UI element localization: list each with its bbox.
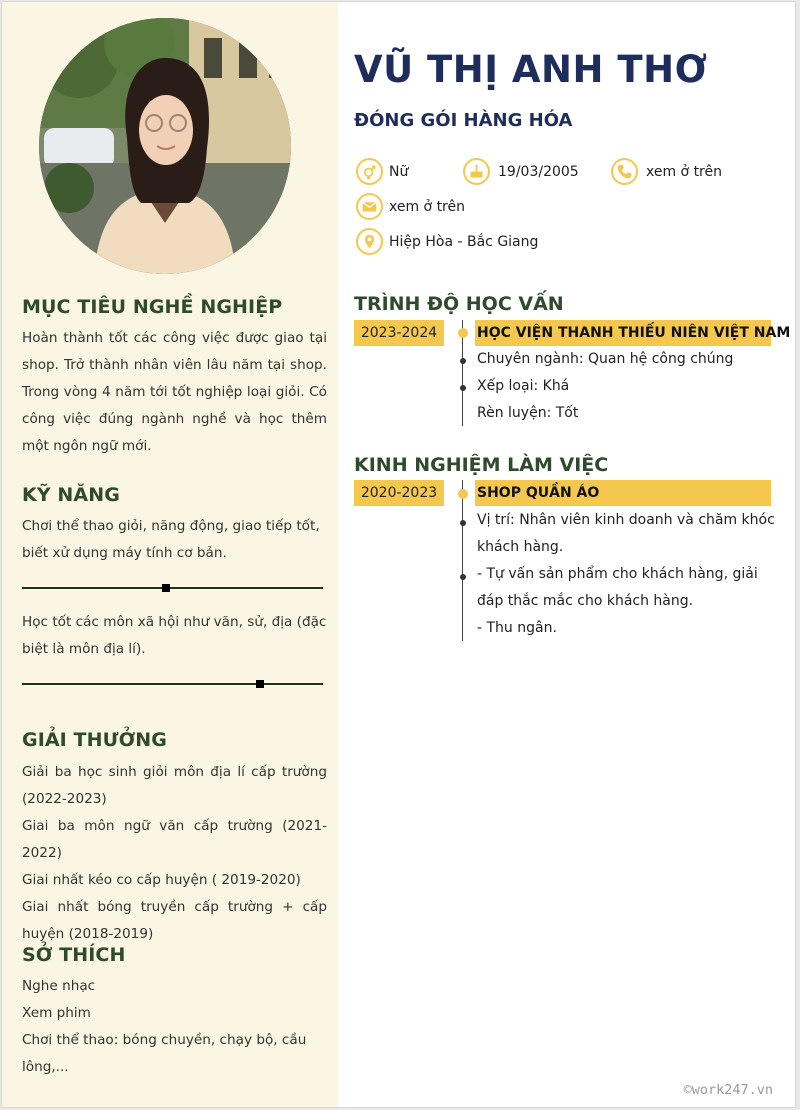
phone-value: xem ở trên: [646, 163, 722, 180]
skills-title: KỸ NĂNG: [22, 484, 120, 506]
experience-detail: - Thu ngân.: [477, 620, 557, 636]
experience-detail: Vị trí: Nhân viên kinh doanh và chăm khóc khách hàng.: [477, 512, 775, 555]
hobbies-list: [22, 973, 327, 1081]
birthday-value: 19/03/2005: [498, 163, 579, 180]
timeline-dot: [460, 574, 466, 580]
award-item: Giai nhất bóng truyền cấp trường + cấp huyện (2018-2019): [22, 899, 327, 942]
timeline-marker: [458, 489, 468, 499]
education-title: TRÌNH ĐỘ HỌC VẤN: [354, 293, 564, 315]
award-item: Giải ba học sinh giỏi môn địa lí cấp trường (2022-2023): [22, 764, 327, 807]
hobby-item: Xem phim: [22, 1005, 91, 1021]
address-value: Hiệp Hòa - Bắc Giang: [389, 233, 539, 250]
education-period: 2023-2024: [354, 320, 444, 346]
timeline-dot: [460, 520, 466, 526]
watermark: ©work247.vn: [683, 1082, 773, 1098]
cv-page: [1, 1, 796, 1108]
hobbies-title: SỞ THÍCH: [22, 944, 126, 966]
email-value: xem ở trên: [389, 198, 465, 215]
skill-text: Học tốt các môn xã hội như văn, sử, địa (đặc biệt là môn địa lí).: [22, 614, 327, 657]
skill-text: Chơi thể thao giỏi, năng động, giao tiếp tốt, biết xử dụng máy tính cơ bản.: [22, 518, 320, 561]
phone-icon: [611, 158, 638, 185]
award-item: Giai ba môn ngữ văn cấp trường (2021-2022): [22, 818, 327, 861]
education-details: [477, 346, 777, 427]
objective-title: MỤC TIÊU NGHỀ NGHIỆP: [22, 296, 283, 318]
info-gender: [356, 158, 408, 185]
location-icon: [356, 228, 383, 255]
info-email: [356, 193, 465, 220]
award-item: Giai nhất kéo co cấp huyện ( 2019-2020): [22, 872, 301, 888]
skill-level-bar: [22, 683, 323, 685]
candidate-name: VŨ THỊ ANH THƠ: [354, 48, 708, 91]
experience-details: [477, 507, 775, 642]
skill-level-knob: [256, 680, 264, 688]
info-phone: [611, 158, 722, 185]
info-birthday: [463, 158, 579, 185]
timeline-dot: [460, 358, 466, 364]
experience-period: 2020-2023: [354, 480, 444, 506]
main-column: [338, 2, 796, 1107]
experience-company: SHOP QUẦN ÁO: [475, 480, 771, 506]
birthday-cake-icon: [463, 158, 490, 185]
avatar-photo: [39, 18, 291, 274]
job-title: ĐÓNG GÓI HÀNG HÓA: [354, 110, 573, 131]
sidebar: [2, 2, 338, 1107]
education-detail: Xếp loại: Khá: [477, 378, 570, 394]
gender-icon: [356, 158, 383, 185]
awards-list: [22, 759, 327, 948]
hobby-item: Nghe nhạc: [22, 978, 96, 994]
skill-level-bar: [22, 587, 323, 589]
gender-value: Nữ: [389, 163, 409, 180]
avatar: [39, 18, 291, 274]
info-address: [356, 228, 538, 255]
email-icon: [356, 193, 383, 220]
experience-detail: - Tự vấn sản phẩm cho khách hàng, giải đáp thắc mắc cho khách hàng.: [477, 566, 758, 609]
timeline-marker: [458, 328, 468, 338]
skill-level-knob: [162, 584, 170, 592]
education-detail: Rèn luyện: Tốt: [477, 405, 579, 421]
timeline-dot: [460, 385, 466, 391]
experience-title: KINH NGHIỆM LÀM VIỆC: [354, 454, 609, 476]
education-detail: Chuyên ngành: Quan hệ công chúng: [477, 351, 734, 367]
awards-title: GIẢI THƯỞNG: [22, 729, 167, 751]
objective-text: Hoàn thành tốt các công việc được giao tại shop. Trở thành nhân viên lâu năm tại shop. Trong vòng 4 năm tới tốt nghiệp loại giỏi. Có công việc đúng ngành nghề và học thêm một ngôn ngữ mới.: [22, 330, 327, 454]
experience-timeline: [462, 480, 463, 641]
education-school: HỌC VIỆN THANH THIẾU NIÊN VIỆT NAM: [475, 320, 771, 346]
hobby-item: Chơi thể thao: bóng chuyền, chạy bộ, cầu lông,...: [22, 1032, 307, 1075]
